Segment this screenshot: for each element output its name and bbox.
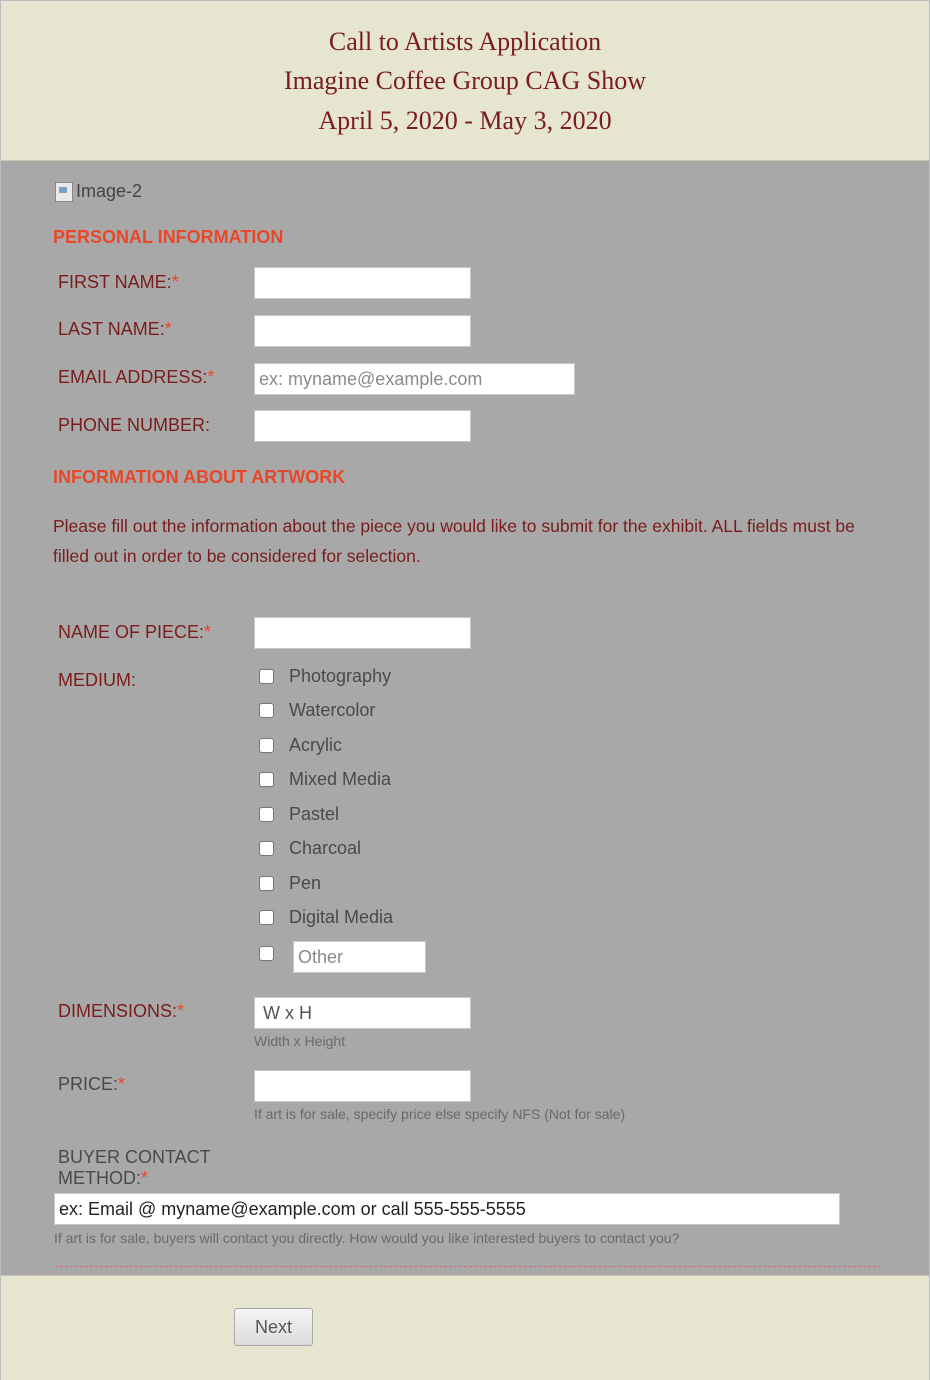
price-input[interactable] [254,1070,471,1102]
artwork-description: Please fill out the information about the piece you would like to submit for the exhibit. ALL fields must be filled out in order to be considered for selection. [53,516,855,566]
required-mark: * [171,272,179,292]
personal-info-heading: PERSONAL INFORMATION [53,227,284,247]
medium-option[interactable]: Watercolor [259,700,375,721]
piece-name-input[interactable] [254,617,471,649]
checkbox[interactable] [259,738,274,753]
checkbox[interactable] [259,910,274,925]
first-name-label: FIRST NAME:* [58,272,179,292]
dimensions-sublabel: Width x Height [254,1033,346,1049]
email-input[interactable]: ex: myname@example.com [254,363,575,395]
broken-image-icon [55,182,73,202]
medium-option[interactable]: Photography [259,666,391,687]
required-mark: * [177,1001,185,1021]
dimensions-input[interactable]: W x H [254,997,471,1029]
header-title: Call to Artists Application [328,27,602,56]
checkbox[interactable] [259,876,274,891]
price-label: PRICE:* [58,1074,126,1094]
buyer-contact-label: BUYER CONTACT METHOD:* [58,1147,211,1188]
medium-option[interactable]: Digital Media [259,907,393,928]
form-header [1,1,929,161]
required-mark: * [164,319,172,339]
medium-other-option[interactable] [259,946,289,961]
checkbox[interactable] [259,669,274,684]
checkbox[interactable] [259,807,274,822]
medium-option[interactable]: Charcoal [259,838,361,859]
medium-option[interactable]: Mixed Media [259,769,391,790]
medium-label: MEDIUM: [58,670,136,690]
first-name-input[interactable] [254,267,471,299]
buyer-contact-sublabel: If art is for sale, buyers will contact you directly. How would you like interested buyers to contact you? [54,1230,680,1246]
last-name-label: LAST NAME:* [58,319,172,339]
required-mark: * [207,367,215,387]
checkbox[interactable] [259,946,274,961]
medium-option[interactable]: Pen [259,873,321,894]
medium-option[interactable]: Pastel [259,804,339,825]
required-mark: * [141,1168,149,1188]
last-name-input[interactable] [254,315,471,347]
medium-option[interactable]: Acrylic [259,735,342,756]
required-mark: * [204,622,212,642]
price-sublabel: If art is for sale, specify price else specify NFS (Not for sale) [254,1106,626,1122]
phone-input[interactable] [254,410,471,442]
section-divider [55,1266,881,1267]
next-button[interactable]: Next [234,1308,313,1346]
form-footer [1,1275,929,1380]
phone-label: PHONE NUMBER: [58,415,211,435]
dimensions-label: DIMENSIONS:* [58,1001,185,1021]
broken-image [55,181,142,202]
artwork-info-heading: INFORMATION ABOUT ARTWORK [53,467,346,487]
required-mark: * [118,1074,126,1094]
image-alt-text: Image-2 [76,181,143,201]
checkbox[interactable] [259,841,274,856]
header-dates: April 5, 2020 - May 3, 2020 [318,106,612,135]
email-label: EMAIL ADDRESS:* [58,367,215,387]
medium-other-input[interactable]: Other [293,941,426,973]
checkbox[interactable] [259,772,274,787]
piece-name-label: NAME OF PIECE:* [58,622,212,642]
buyer-contact-input[interactable]: ex: Email @ myname@example.com or call 555-555-5555 [54,1193,840,1225]
checkbox[interactable] [259,703,274,718]
header-subtitle: Imagine Coffee Group CAG Show [283,66,647,95]
